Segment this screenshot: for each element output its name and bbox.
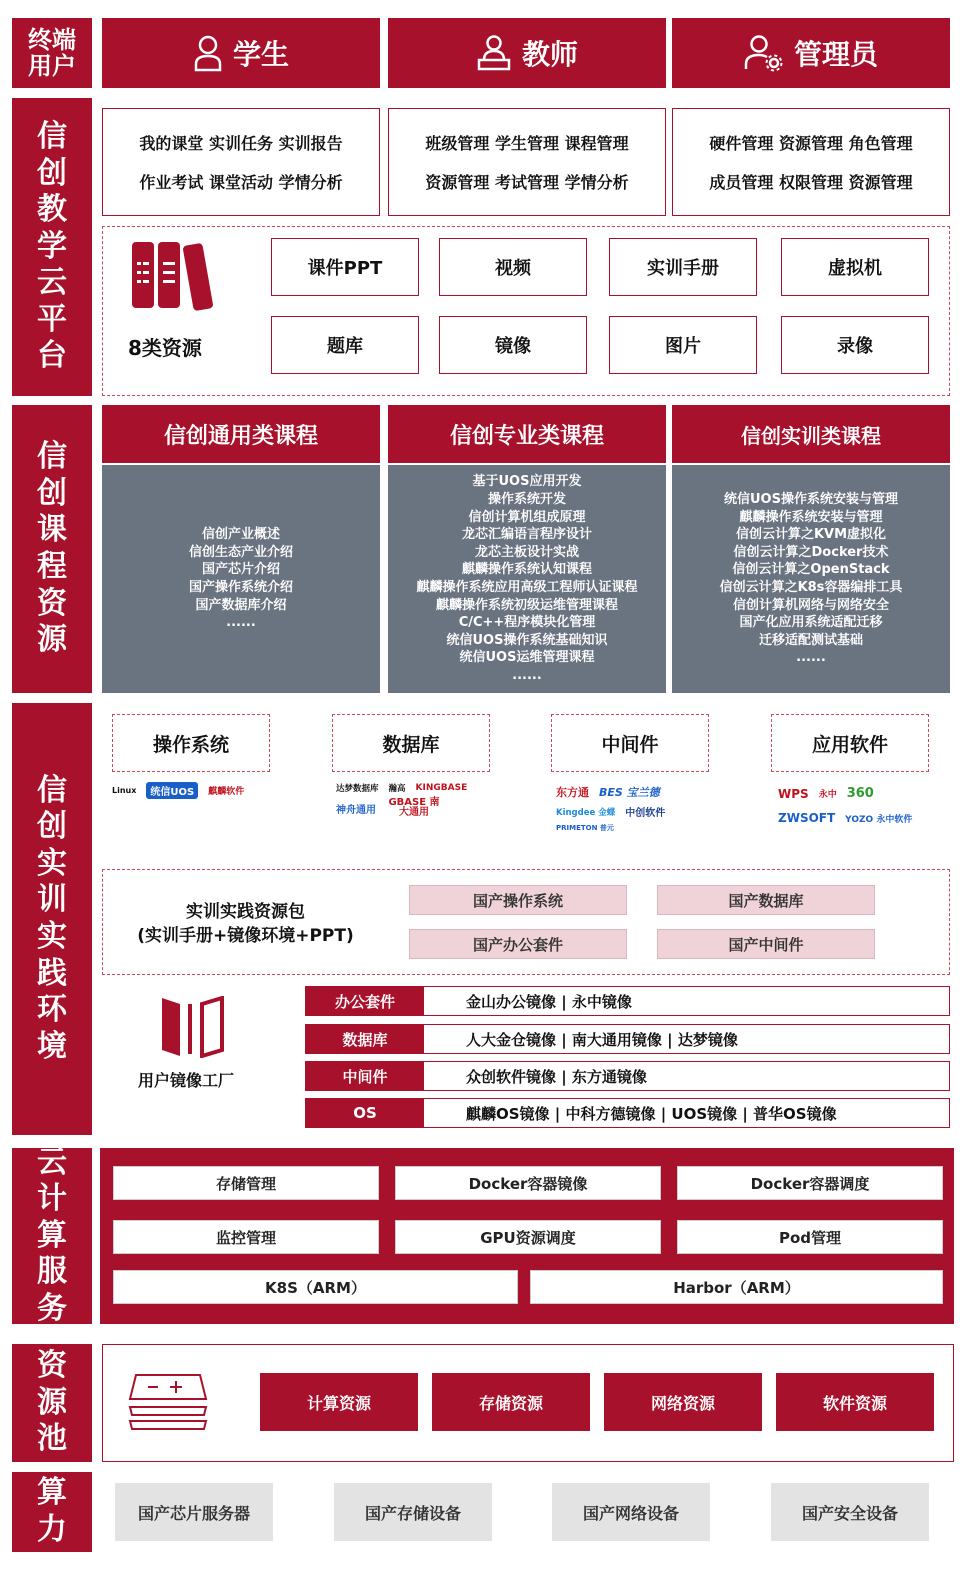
- highgo-logo: 瀚高: [388, 784, 406, 794]
- role-label: 教师: [521, 38, 578, 71]
- bes-logo: BES 宝兰德: [599, 786, 660, 799]
- function-line: 资源管理 考试管理 学情分析: [425, 173, 629, 192]
- course-general-list: [102, 465, 380, 693]
- function-line: 作业考试 课堂活动 学情分析: [139, 173, 343, 192]
- cloud-docker-schedule: Docker容器调度: [677, 1166, 943, 1200]
- books-icon: [130, 240, 218, 312]
- section-teaching-platform: 信 创 教 学 云 平 台: [12, 98, 92, 396]
- course-item: 信创产业概述: [201, 527, 280, 543]
- os-logos: [112, 782, 282, 799]
- course-item: 迁移适配测试基础: [758, 632, 863, 648]
- resource-pack-title: [118, 900, 373, 948]
- factory-row-os: [305, 1098, 950, 1128]
- pool-storage: 存储资源: [432, 1373, 590, 1431]
- pool-compute: 计算资源: [260, 1373, 418, 1431]
- function-line: 班级管理 学生管理 课程管理: [425, 134, 629, 153]
- pack-database: 国产数据库: [657, 885, 875, 915]
- admin-functions: [672, 108, 950, 216]
- section-terminal-users: 终端 用户: [12, 18, 92, 88]
- env-database: 数据库: [332, 714, 490, 772]
- resource-recording: 录像: [781, 316, 929, 374]
- row-text: 众创软件镜像 | 东方通镜像: [466, 1067, 647, 1086]
- resource-ppt: 课件PPT: [271, 238, 419, 296]
- resource-manual: 实训手册: [609, 238, 757, 296]
- cloud-k8s: K8S（ARM）: [113, 1270, 518, 1304]
- resource-vm: 虚拟机: [781, 238, 929, 296]
- course-practical-title: 信创实训类课程: [672, 405, 950, 463]
- course-general-title: 信创通用类课程: [102, 405, 380, 463]
- role-label: 管理员: [793, 38, 878, 71]
- course-item: 统信UOS操作系统安装与管理: [724, 492, 898, 508]
- pack-office: 国产办公套件: [409, 929, 627, 959]
- section-training-env: 信 创 实 训 实 践 环 境: [12, 703, 92, 1135]
- row-text: 人大金仓镜像 | 南大通用镜像 | 达梦镜像: [466, 1030, 738, 1049]
- cloud-pod: Pod管理: [677, 1220, 943, 1254]
- env-apps: 应用软件: [771, 714, 929, 772]
- middleware-logos: [556, 784, 716, 833]
- hw-security: 国产安全设备: [771, 1483, 929, 1541]
- pack-middleware: 国产中间件: [657, 929, 875, 959]
- resource-stack-icon: [126, 1373, 210, 1435]
- zwsoft-logo: ZWSOFT: [778, 811, 836, 825]
- course-item: 麒麟操作系统安装与管理: [739, 509, 883, 525]
- hw-storage: 国产存储设备: [334, 1483, 492, 1541]
- course-item: 操作系统开发: [487, 492, 566, 508]
- function-line: 我的课堂 实训任务 实训报告: [139, 134, 343, 153]
- cloud-docker-image: Docker容器镜像: [395, 1166, 661, 1200]
- row-label: 中间件: [306, 1062, 424, 1090]
- row-label: OS: [306, 1099, 424, 1127]
- pack-line1: 实训实践资源包: [186, 902, 305, 922]
- course-item: 龙芯汇编语言程序设计: [461, 527, 592, 543]
- person-icon: [193, 34, 223, 72]
- resources-label: 8类资源: [128, 336, 202, 360]
- teacher-icon: [476, 34, 512, 72]
- course-item: 麒麟操作系统应用高级工程师认证课程: [416, 580, 638, 595]
- app-logos: [778, 786, 938, 825]
- course-item: 龙芯主板设计实战: [474, 544, 579, 560]
- course-item: 信创云计算之OpenStack: [732, 562, 890, 578]
- course-item: 基于UOS应用开发: [472, 474, 582, 490]
- course-item: 国产芯片介绍: [201, 562, 280, 578]
- resource-video: 视频: [439, 238, 587, 296]
- course-item: 麒麟操作系统认知课程: [461, 562, 592, 578]
- section-cloud-services: 云 计 算 服 务: [12, 1148, 92, 1324]
- yozo-logo: YOZO 永中软件: [845, 814, 913, 825]
- factory-row-database: [305, 1024, 950, 1054]
- cloud-gpu: GPU资源调度: [395, 1220, 661, 1254]
- env-os: 操作系统: [112, 714, 270, 772]
- course-professional-list: [388, 465, 666, 693]
- pack-os: 国产操作系统: [409, 885, 627, 915]
- course-item: ......: [512, 667, 542, 683]
- course-item: 麒麟操作系统初级运维管理课程: [435, 597, 618, 613]
- env-middleware: 中间件: [551, 714, 709, 772]
- course-item: ......: [226, 615, 256, 631]
- factory-row-office: [305, 986, 950, 1016]
- row-label: 办公套件: [306, 987, 424, 1015]
- course-professional-title: 信创专业类课程: [388, 405, 666, 463]
- cloud-monitor: 监控管理: [113, 1220, 379, 1254]
- uos-logo: 统信UOS: [146, 782, 198, 799]
- course-item: 国产数据库介绍: [195, 597, 287, 613]
- 360-logo: 360: [846, 786, 874, 801]
- course-item: 国产操作系统介绍: [188, 580, 293, 595]
- cloud-storage-mgmt: 存储管理: [113, 1166, 379, 1200]
- resource-question-bank: 题库: [271, 316, 419, 374]
- section-resource-pool: 资 源 池: [12, 1344, 92, 1462]
- course-item: 信创云计算之K8s容器编排工具: [719, 580, 903, 595]
- tongtech-logo: 东方通: [556, 786, 589, 799]
- row-text: 麒麟OS镜像 | 中科方德镜像 | UOS镜像 | 普华OS镜像: [466, 1104, 837, 1123]
- course-item: 信创计算机网络与网络安全: [732, 597, 889, 613]
- yozo-cn-logo: 永中: [818, 790, 837, 800]
- role-teacher: [388, 18, 666, 88]
- inforbus-logo: 中创软件: [625, 808, 666, 819]
- course-item: 信创云计算之Docker技术: [733, 544, 889, 560]
- student-functions: [102, 108, 380, 216]
- function-line: 成员管理 权限管理 资源管理: [709, 173, 913, 192]
- kingbase-logo: KINGBASE: [415, 783, 468, 793]
- course-item: 统信UOS运维管理课程: [459, 650, 595, 666]
- db-logos: [336, 782, 496, 818]
- resource-image: 镜像: [439, 316, 587, 374]
- function-line: 硬件管理 资源管理 角色管理: [709, 134, 913, 153]
- teacher-functions: [388, 108, 666, 216]
- course-item: 信创云计算之KVM虚拟化: [735, 527, 887, 543]
- pool-software: 软件资源: [776, 1373, 934, 1431]
- factory-label: 用户镜像工厂: [138, 1071, 235, 1090]
- role-label: 学生: [232, 38, 289, 71]
- shenzhou-logo: 神舟通用: [336, 804, 376, 816]
- section-course-resources: 信 创 课 程 资 源: [12, 405, 92, 693]
- course-item: ......: [796, 650, 826, 666]
- course-item: 国产化应用系统适配迁移: [739, 615, 883, 631]
- kingdee-logo: Kingdee 金蝶: [556, 807, 616, 818]
- kylin-logo: 麒麟软件: [208, 787, 245, 797]
- hw-chip-server: 国产芯片服务器: [115, 1483, 273, 1541]
- admin-gear-icon: [744, 34, 784, 72]
- pack-line2: (实训手册+镜像环境+PPT): [137, 926, 354, 946]
- wps-logo: WPS: [778, 786, 809, 801]
- role-student: [102, 18, 380, 88]
- role-admin: [672, 18, 950, 88]
- pool-network: 网络资源: [604, 1373, 762, 1431]
- course-item: C/C++程序模块化管理: [458, 615, 596, 631]
- dameng-logo: 达梦数据库: [336, 784, 379, 794]
- gbase-logo: GBASE 南大通用: [388, 797, 440, 818]
- section-compute: 算 力: [12, 1472, 92, 1552]
- course-item: 信创计算机组成原理: [468, 509, 586, 525]
- hw-network: 国产网络设备: [552, 1483, 710, 1541]
- factory-icon: [158, 996, 226, 1058]
- resource-picture: 图片: [609, 316, 757, 374]
- row-label: 数据库: [306, 1025, 424, 1053]
- cloud-harbor: Harbor（ARM）: [530, 1270, 943, 1304]
- factory-row-middleware: [305, 1061, 950, 1091]
- row-text: 金山办公镜像 | 永中镜像: [466, 992, 632, 1011]
- course-item: 信创生态产业介绍: [188, 544, 293, 560]
- primeton-logo: PRIMETON 普元: [556, 824, 614, 832]
- course-item: 统信UOS操作系统基础知识: [446, 632, 608, 648]
- course-practical-list: [672, 465, 950, 693]
- linux-logo: Linux: [112, 786, 137, 795]
